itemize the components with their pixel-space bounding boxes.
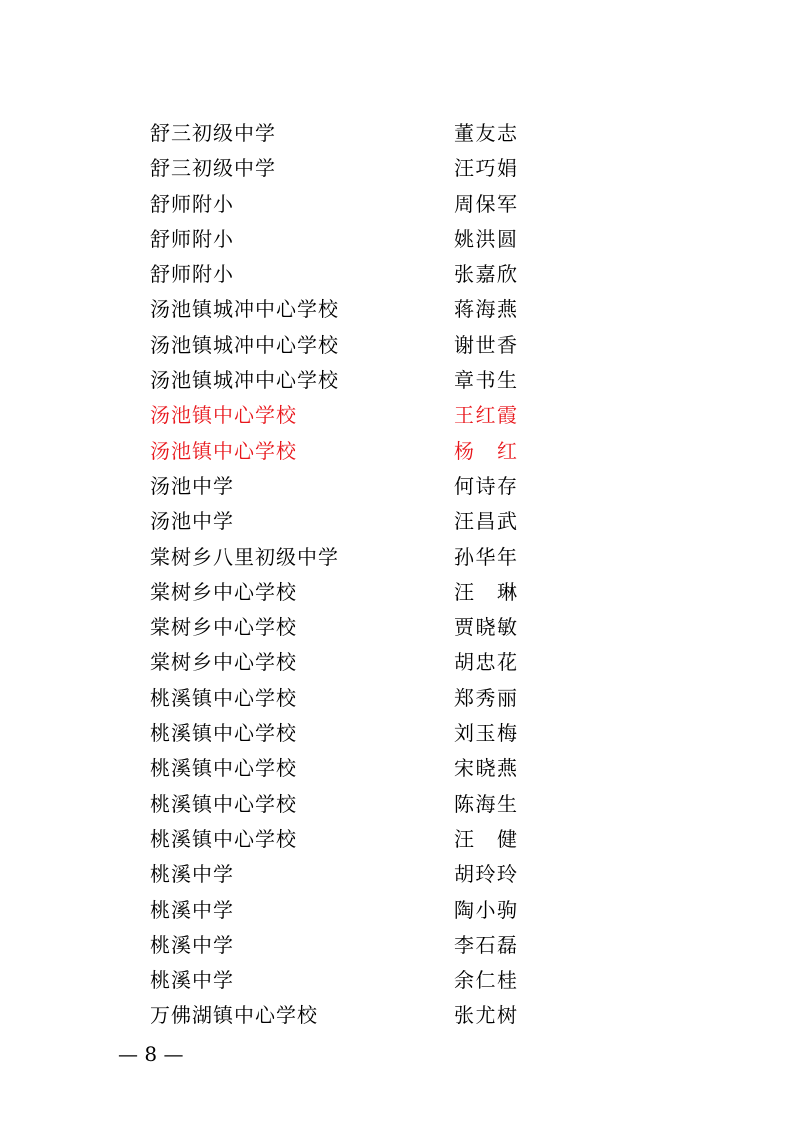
- list-item: [0, 822, 794, 857]
- person-name: 蒋海燕: [454, 297, 518, 322]
- school-name: 汤池中学: [150, 509, 234, 534]
- school-name: 桃溪中学: [150, 862, 234, 887]
- school-name: 桃溪镇中心学校: [150, 826, 297, 851]
- list-item: [0, 151, 794, 186]
- list-item: [0, 328, 794, 363]
- school-name: 舒三初级中学: [150, 156, 276, 181]
- school-name: 棠树乡中心学校: [150, 615, 297, 640]
- school-name: 棠树乡中心学校: [150, 650, 297, 675]
- school-name: 舒三初级中学: [150, 121, 276, 145]
- school-name: 桃溪镇中心学校: [150, 791, 297, 816]
- person-name: 王红霞: [454, 403, 518, 428]
- school-name: 桃溪镇中心学校: [150, 685, 297, 710]
- school-name: 桃溪中学: [150, 932, 234, 957]
- person-name: 郑秀丽: [454, 685, 518, 710]
- person-name: 姚洪圆: [454, 226, 518, 251]
- school-name: 汤池镇中心学校: [150, 403, 297, 428]
- list-item: [0, 963, 794, 998]
- list-item: [0, 469, 794, 504]
- school-name: 汤池中学: [150, 473, 234, 498]
- school-name: 棠树乡八里初级中学: [150, 544, 339, 569]
- list-item: [0, 292, 794, 327]
- list-item: [0, 751, 794, 786]
- school-name: 汤池镇城冲中心学校: [150, 368, 339, 393]
- list-item: [0, 398, 794, 433]
- list-item: [0, 434, 794, 469]
- person-name: 张尤树: [454, 1003, 518, 1028]
- person-name: 余仁桂: [454, 968, 518, 993]
- page-number: — 8 —: [118, 1042, 184, 1066]
- list-item: [0, 645, 794, 680]
- person-name: 胡玲玲: [454, 862, 518, 887]
- list-item: [0, 893, 794, 928]
- person-name: 孙华年: [454, 544, 518, 569]
- school-name: 舒师附小: [150, 226, 234, 251]
- person-name: 谢世香: [454, 332, 518, 357]
- person-name: 汪昌武: [454, 509, 518, 534]
- list-item: [0, 928, 794, 963]
- list-item: [0, 575, 794, 610]
- list-item: [0, 257, 794, 292]
- person-name: 贾晓敏: [454, 615, 518, 640]
- person-name: 章书生: [454, 368, 518, 393]
- list-item: [0, 116, 794, 151]
- school-name: 桃溪中学: [150, 897, 234, 922]
- school-name: 桃溪中学: [150, 968, 234, 993]
- list-item: [0, 540, 794, 575]
- list-item: [0, 222, 794, 257]
- person-name: 杨 红: [454, 438, 518, 463]
- school-name: 汤池镇城冲中心学校: [150, 297, 339, 322]
- person-name: 胡忠花: [454, 650, 518, 675]
- school-name: 桃溪镇中心学校: [150, 756, 297, 781]
- school-name: 桃溪镇中心学校: [150, 721, 297, 746]
- person-name: 董友志: [454, 121, 518, 145]
- list-item: [0, 363, 794, 398]
- roster-list: [0, 116, 794, 1034]
- list-item: [0, 187, 794, 222]
- person-name: 李石磊: [454, 932, 518, 957]
- person-name: 汪巧娟: [454, 156, 518, 181]
- list-item: [0, 998, 794, 1033]
- list-item: [0, 787, 794, 822]
- person-name: 何诗存: [454, 473, 518, 498]
- person-name: 陶小驹: [454, 897, 518, 922]
- person-name: 汪 琳: [454, 579, 518, 604]
- school-name: 汤池镇中心学校: [150, 438, 297, 463]
- school-name: 万佛湖镇中心学校: [150, 1003, 318, 1028]
- school-name: 舒师附小: [150, 262, 234, 287]
- school-name: 舒师附小: [150, 191, 234, 216]
- person-name: 汪 健: [454, 826, 518, 851]
- list-item: [0, 610, 794, 645]
- person-name: 张嘉欣: [454, 262, 518, 287]
- person-name: 宋晓燕: [454, 756, 518, 781]
- person-name: 刘玉梅: [454, 721, 518, 746]
- list-item: [0, 857, 794, 892]
- school-name: 汤池镇城冲中心学校: [150, 332, 339, 357]
- person-name: 陈海生: [454, 791, 518, 816]
- person-name: 周保军: [454, 191, 518, 216]
- school-name: 棠树乡中心学校: [150, 579, 297, 604]
- list-item: [0, 504, 794, 539]
- list-item: [0, 716, 794, 751]
- list-item: [0, 681, 794, 716]
